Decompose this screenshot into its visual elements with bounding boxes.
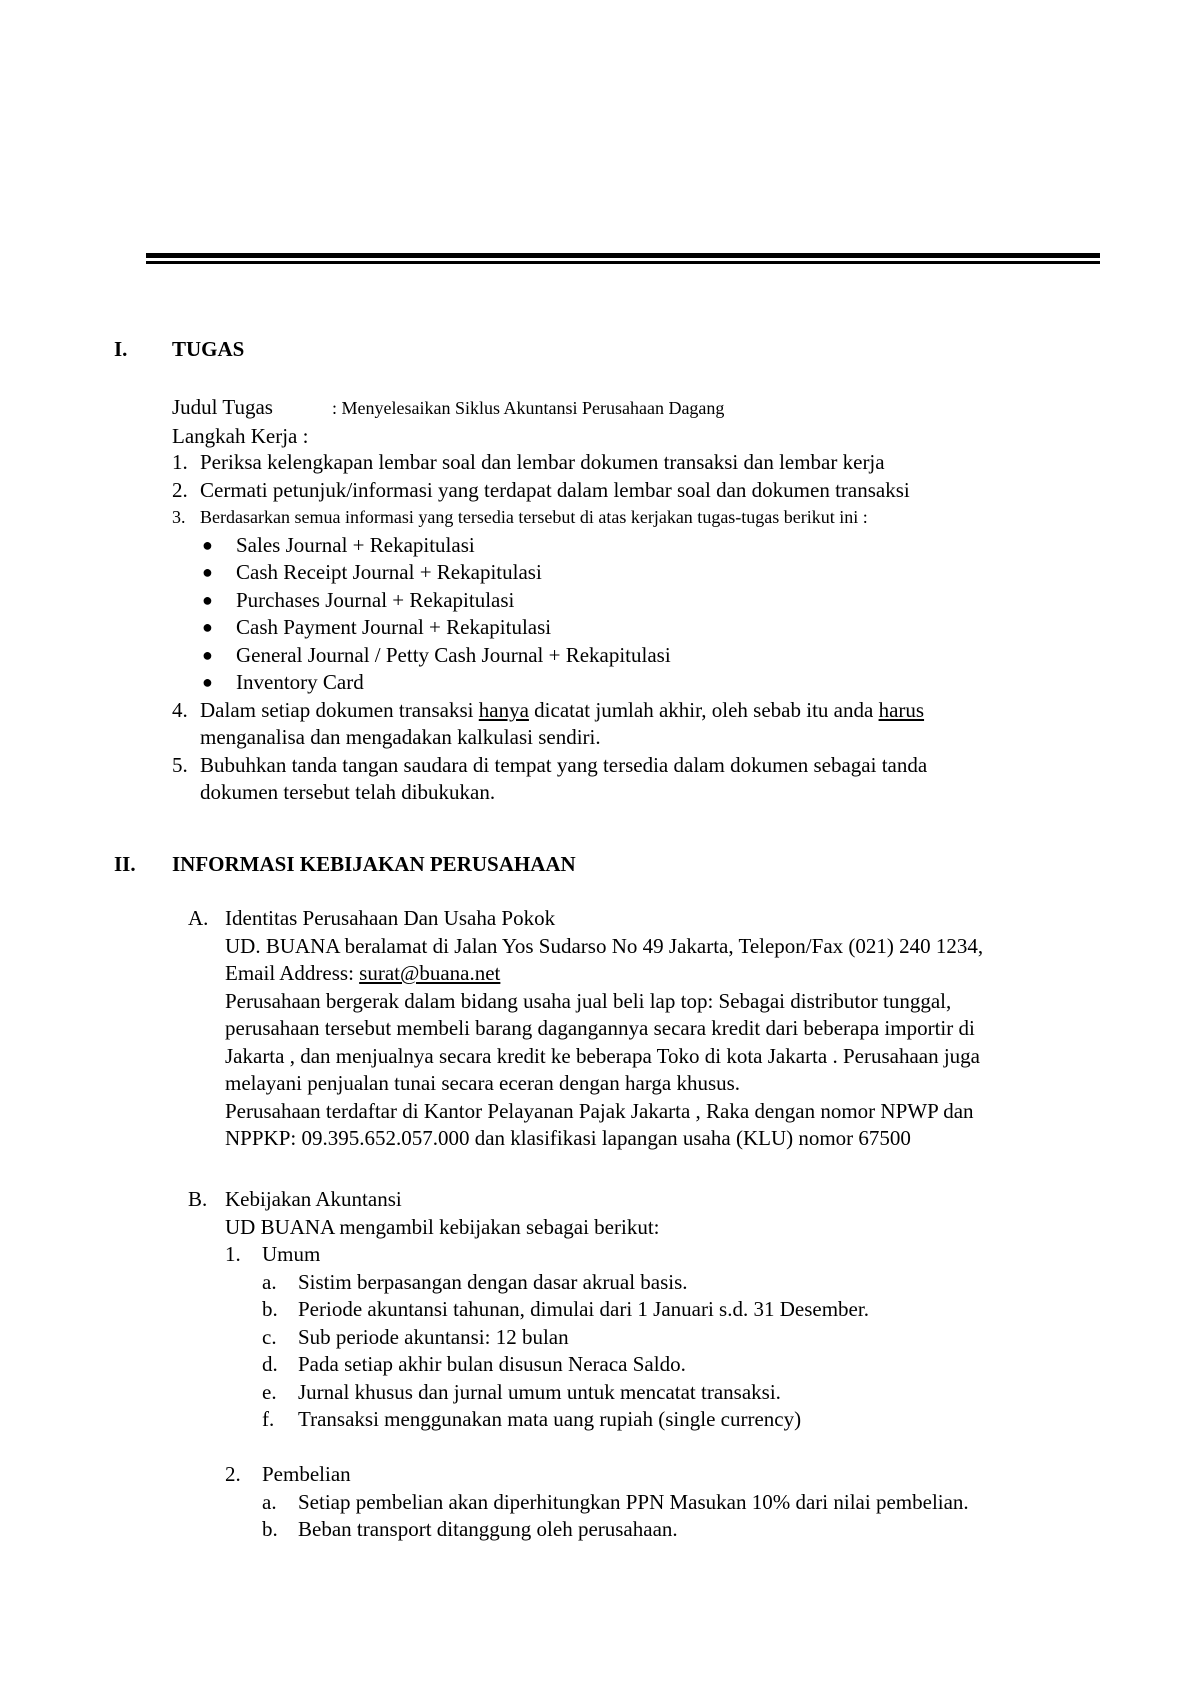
umum-list <box>225 1269 1108 1434</box>
bullet-item: ● Sales Journal + Rekapitulasi <box>172 532 1072 560</box>
bullet-item: ● Cash Payment Journal + Rekapitulasi <box>172 614 1072 642</box>
pembelian-list <box>225 1489 1108 1544</box>
subsection-b-mark: B. <box>188 1187 208 1211</box>
list-item: b. Beban transport ditanggung oleh perusahaan. <box>262 1517 678 1541</box>
judul-value: : Menyelesaikan Siklus Akuntansi Perusahaan Dagang <box>332 398 725 418</box>
step-4: 4. Dalam setiap dokumen transaksi hanya dicatat jumlah akhir, oleh sebab itu anda harus <box>172 697 925 722</box>
step-5: 5. Bubuhkan tanda tangan saudara di tempat yang tersedia dalam dokumen sebagai tanda <box>172 752 928 777</box>
bullet-dot-icon: ● <box>202 617 213 637</box>
steps-list <box>172 449 1072 807</box>
step-5-continued: dokumen tersebut telah dibukukan. <box>200 780 496 804</box>
bullet-item: ● Purchases Journal + Rekapitulasi <box>172 587 1072 615</box>
bullet-dot-icon: ● <box>202 534 213 555</box>
langkah-label: Langkah Kerja : <box>172 423 309 448</box>
section-2-heading <box>114 852 576 877</box>
subsection-a-mark: A. <box>188 906 209 930</box>
bullet-item: ● Inventory Card <box>172 669 1072 697</box>
step-4-continued: menganalisa dan mengadakan kalkulasi sendiri. <box>200 725 601 749</box>
umum-title: Umum <box>262 1242 321 1266</box>
subsection-a-title: Identitas Perusahaan Dan Usaha Pokok <box>225 906 556 930</box>
judul-row <box>172 394 724 450</box>
bullet-item: ● General Journal / Petty Cash Journal + Rekapitulasi <box>172 642 1072 670</box>
list-item: a. Setiap pembelian akan diperhitungkan PPN Masukan 10% dari nilai pembelian. <box>262 1489 969 1514</box>
bullet-dot-icon: ● <box>202 672 213 692</box>
subsection-b: B. Kebijakan Akuntansi UD BUANA mengambil kebijakan sebagai berikut: 1. Umum a. Sistim berpasangan dengan dasar akrual basis. b. Periode akuntansi tahunan, dimulai dari 1 Januari s.d. 31 Desember. c. Sub periode akuntansi: 12 bulan d. Pada setiap akhir bulan disusun Neraca Saldo. e. Jurnal khusus dan jurnal umum untuk mencatat transaksi. f. Transaksi menggunakan mata uang rupiah (single currency) 2. Pembelian a. Setiap pembelian akan diperhitungkan PPN Masukan 10% dari nilai pembelian. b. Beban transport ditanggung oleh perusahaan. <box>188 1186 1108 1544</box>
list-item: d. Pada setiap akhir bulan disusun Neraca Saldo. <box>262 1352 686 1376</box>
header-rule-thick <box>146 253 1100 258</box>
step-1: 1. Periksa kelengkapan lembar soal dan lembar dokumen transaksi dan lembar kerja <box>172 450 885 474</box>
judul-label: Judul Tugas <box>172 395 273 419</box>
step-2: 2. Cermati petunjuk/informasi yang terdapat dalam lembar soal dan dokumen transaksi <box>172 477 910 502</box>
list-item: b. Periode akuntansi tahunan, dimulai dari 1 Januari s.d. 31 Desember. <box>262 1297 869 1321</box>
subsection-a: A. Identitas Perusahaan Dan Usaha Pokok UD. BUANA beralamat di Jalan Yos Sudarso No 49 Jakarta, Telepon/Fax (021) 240 1234, Email Address: surat@buana.net Perusahaan bergerak dalam bidang usaha jual beli lap top: Sebagai distributor tunggal, perusahaan tersebut membeli barang dagangannya secara kredit dari beberapa importir di Jakarta , dan menjualnya secara kredit ke beberapa Toko di kota Jakarta . Perusahaan juga melayani penjualan tunai secara eceran dengan harga khusus. Perusahaan terdaftar di Kantor Pelayanan Pajak Jakarta , Raka dengan nomor NPWP dan NPPKP: 09.395.652.057.000 dan klasifikasi lapangan usaha (KLU) nomor 67500 <box>188 906 984 1150</box>
pembelian-title: Pembelian <box>262 1462 351 1486</box>
section-1-title: TUGAS <box>172 337 245 361</box>
email-link[interactable]: surat@buana.net <box>359 961 501 985</box>
bullet-dot-icon: ● <box>202 644 213 665</box>
section-2-title: INFORMASI KEBIJAKAN PERUSAHAAN <box>172 852 576 876</box>
section-1-heading <box>114 337 244 362</box>
list-item: a. Sistim berpasangan dengan dasar akrual basis. <box>262 1269 688 1294</box>
bullet-item: ● Cash Receipt Journal + Rekapitulasi <box>172 559 1072 587</box>
subsection-b-title: Kebijakan Akuntansi <box>225 1187 402 1211</box>
section-2-number: II. <box>114 852 136 876</box>
bullet-dot-icon: ● <box>202 562 213 582</box>
list-item: c. Sub periode akuntansi: 12 bulan <box>262 1324 569 1349</box>
list-item: e. Jurnal khusus dan jurnal umum untuk mencatat transaksi. <box>262 1379 781 1404</box>
section-1-number: I. <box>114 337 128 361</box>
subsection-b-intro: UD BUANA mengambil kebijakan sebagai berikut: <box>225 1214 660 1239</box>
list-item: f. Transaksi menggunakan mata uang rupiah (single currency) <box>262 1407 802 1431</box>
bullet-dot-icon: ● <box>202 589 213 610</box>
header-rule-thin <box>146 261 1100 264</box>
step-3: 3. Berdasarkan semua informasi yang tersedia tersebut di atas kerjakan tugas-tugas berikut ini : <box>172 507 868 527</box>
